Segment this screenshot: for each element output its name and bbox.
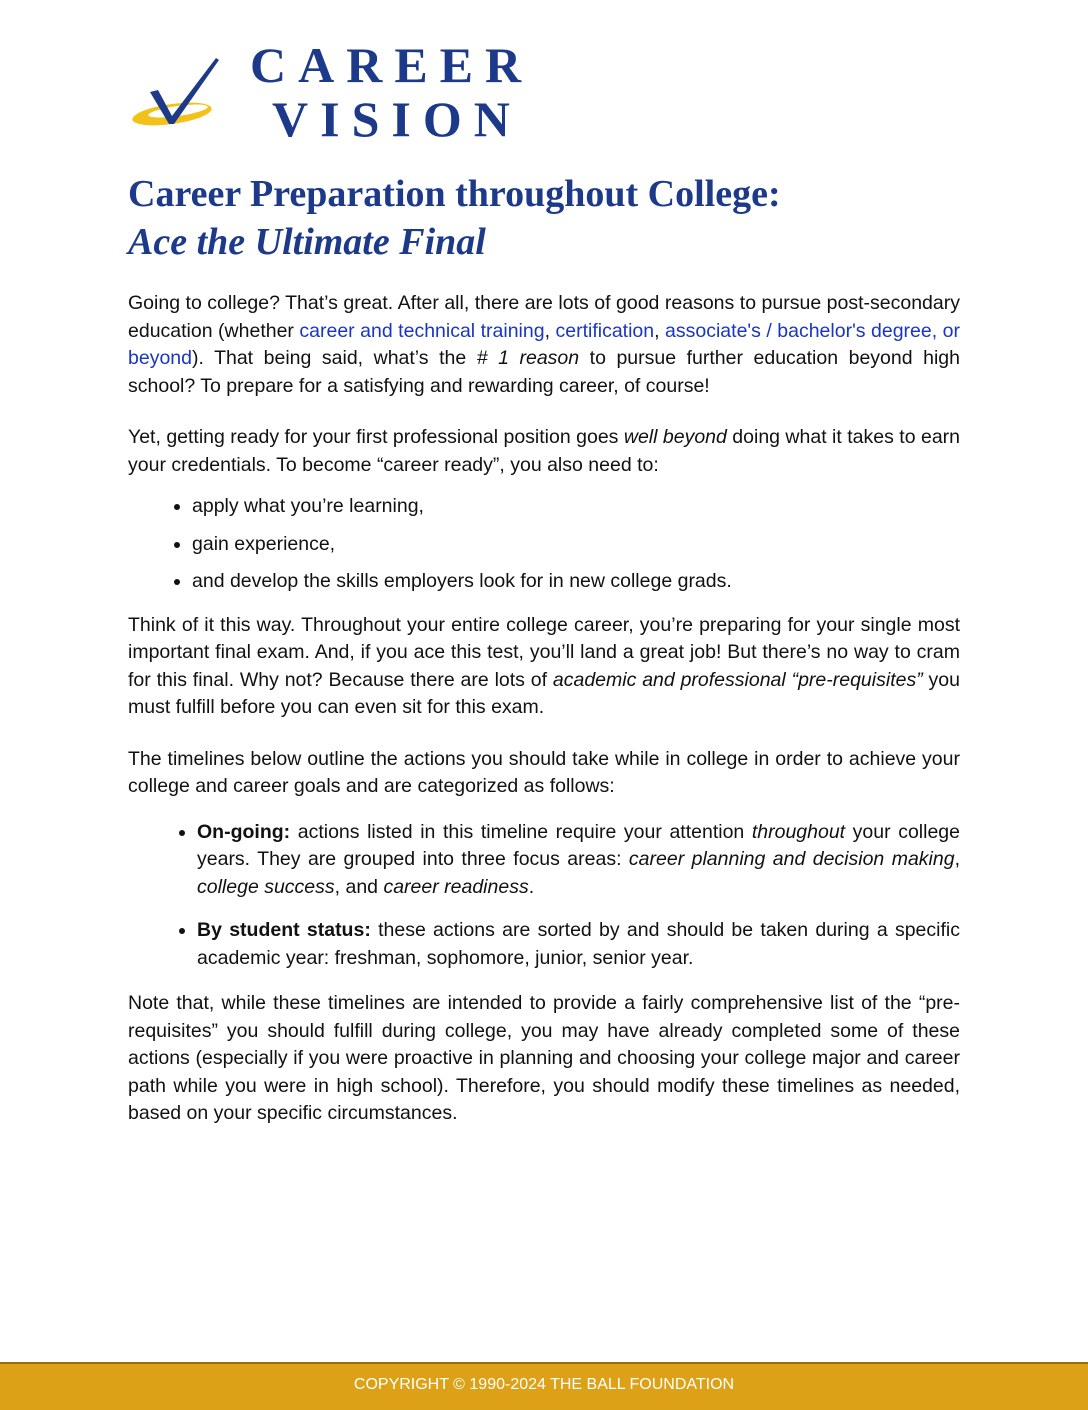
copyright-text: COPYRIGHT © 1990-2024 THE BALL FOUNDATION xyxy=(353,1376,735,1393)
text: Yet, getting ready for your first professional position goes xyxy=(128,426,624,448)
title-main: Career Preparation throughout College: xyxy=(128,173,781,215)
text: you must fulfill before you can even sit for this exam. xyxy=(128,668,960,718)
text: Going to college? That’s great. After all, there are lots of good reasons to pursue post-secondary education (whether xyxy=(128,292,960,342)
timeline-categories-list xyxy=(128,819,960,973)
emphasis: college success xyxy=(197,875,335,898)
emphasis: career planning and decision making xyxy=(628,848,955,870)
career-ready-paragraph xyxy=(128,424,960,479)
page-title xyxy=(128,170,968,266)
career-technical-training-link[interactable]: career and technical training xyxy=(299,319,545,342)
text: , xyxy=(954,848,960,870)
timelines-paragraph: The timelines below outline the actions you should take while in college in order to achieve your college and career goals and are categorized as follows: xyxy=(128,747,960,797)
list-item: • gain experience, xyxy=(192,531,960,559)
checkmark-logo-icon xyxy=(128,52,228,136)
emphasis: career readiness xyxy=(383,875,529,898)
text: actions listed in this timeline require your attention xyxy=(290,820,752,843)
text: Think of it this way. Throughout your entire college career, you’re preparing for your single most important final exam. And, if you ace this test, you’ll land a great job! But there’s no way to cram for this final. Why not? Because there are lots of xyxy=(128,613,960,691)
list-item: • apply what you’re learning, xyxy=(192,493,960,521)
intro-paragraph xyxy=(128,290,960,400)
certification-link[interactable]: certification xyxy=(555,319,655,342)
brand-wordmark xyxy=(250,38,550,146)
brand-line-career: CAREER xyxy=(250,37,534,93)
career-ready-list xyxy=(128,493,960,596)
emphasis: academic and professional “pre-requisites” xyxy=(552,668,923,691)
text: , xyxy=(654,319,666,342)
text: ). That being said, what’s the xyxy=(191,347,477,369)
copyright-footer xyxy=(0,1362,1088,1410)
final-exam-paragraph xyxy=(128,612,960,722)
document-body xyxy=(128,290,960,1152)
bold-label: On-going: xyxy=(197,820,291,843)
note-paragraph: Note that, while these timelines are intended to provide a fairly comprehensive list of the “pre-requisites” you should fulfill during college, you may have already completed some of these actions (especially if you were proactive in planning and choosing your college major and career path while you were in high school). Therefore, you should modify these timelines as needed, based on your specific circumstances. xyxy=(128,992,960,1124)
emphasis: # 1 reason xyxy=(476,347,580,369)
brand-line-vision: VISION xyxy=(272,91,522,147)
text: to pursue further education beyond high school? To prepare for a satisfying and rewarding career, of course! xyxy=(128,347,960,397)
text: , and xyxy=(334,875,384,898)
list-item-ongoing xyxy=(197,819,960,902)
title-subtitle: Ace the Ultimate Final xyxy=(128,221,486,263)
bold-label: By student status: xyxy=(197,919,371,941)
degree-link[interactable]: associate's / bachelor's degree, or beyond xyxy=(128,319,960,369)
text: , xyxy=(544,319,556,342)
list-item: • and develop the skills employers look for in new college grads. xyxy=(192,568,960,596)
list-item-by-status xyxy=(197,917,960,972)
emphasis: throughout xyxy=(751,820,846,843)
text: . xyxy=(528,875,535,898)
text: doing what it takes to earn your credentials. To become “career ready”, you also need to: xyxy=(128,426,960,476)
text: your college years. They are grouped into three focus areas: xyxy=(197,820,960,870)
text: these actions are sorted by and should be taken during a specific academic year: freshman, sophomore, junior, senior year. xyxy=(197,919,960,969)
emphasis: well beyond xyxy=(623,426,727,448)
